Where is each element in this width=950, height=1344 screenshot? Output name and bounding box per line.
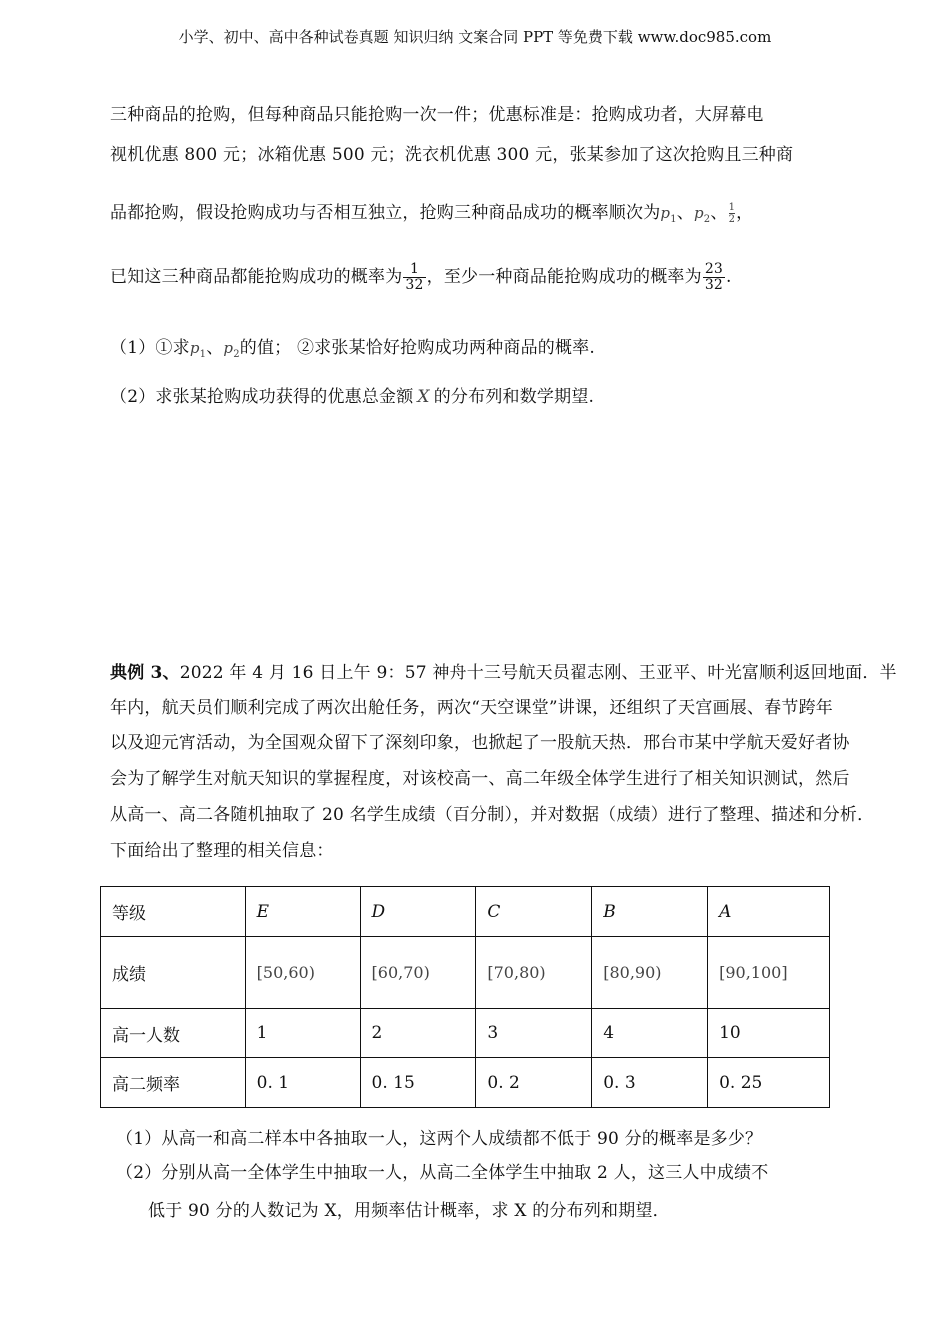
- table-cell: 0. 25: [708, 1058, 830, 1108]
- question-2: [110, 382, 594, 407]
- table-cell: [80,90): [592, 937, 708, 1009]
- separator-1: 、: [676, 203, 694, 223]
- table-cell: 0. 2: [476, 1058, 592, 1108]
- example3-line-4: 会为了解学生对航天知识的掌握程度，对该校高一、高二年级全体学生进行了相关知识测试，然后: [110, 769, 850, 789]
- table-row-grade2-frequency: [101, 1058, 830, 1108]
- question-1: [110, 333, 595, 360]
- line4-text-a: 已知这三种商品都能抢购成功的概率为: [110, 267, 403, 287]
- table-row-grade1-count: [101, 1009, 830, 1058]
- line3-text: 品都抢购，假设抢购成功与否相互独立，抢购三种商品成功的概率顺次为: [110, 203, 661, 223]
- q1-text-b: 的值； ②求张某恰好抢购成功两种商品的概率.: [239, 338, 595, 358]
- grade-table: [100, 886, 830, 1108]
- table-row-score: [101, 937, 830, 1009]
- q1-separator: 、: [206, 338, 224, 358]
- table-cell: 4: [592, 1009, 708, 1058]
- table-cell: 等级: [101, 887, 246, 937]
- example3-line-5: 从高一、高二各随机抽取了 20 名学生成绩（百分制），并对数据（成绩）进行了整理、描述和分析．: [110, 805, 875, 825]
- table-cell: B: [592, 887, 708, 937]
- page-header: 小学、初中、高中各种试卷真题 知识归纳 文案合同 PPT 等免费下载 www.doc985.com: [178, 28, 772, 46]
- table-cell: 成绩: [101, 937, 246, 1009]
- q1-text-a: （1）①求: [110, 338, 190, 358]
- problem-line-3: [110, 198, 753, 225]
- fraction-1-32: $\frac{1}{32}$: [405, 261, 424, 293]
- fraction-23-32: $\frac{23}{32}$: [704, 261, 724, 293]
- example3-question-2b: 低于 90 分的人数记为 X，用频率估计概率，求 X 的分布列和期望．: [148, 1201, 670, 1221]
- q1-p1-symbol: $p_1$: [189, 339, 207, 360]
- q1-p2-symbol: $p_2$: [223, 339, 240, 360]
- separator-2: 、: [710, 203, 728, 223]
- table-cell: E: [245, 887, 360, 937]
- table-cell: [60,70): [360, 937, 476, 1009]
- table-cell: 高二频率: [101, 1058, 246, 1108]
- p2-symbol: $p_2$: [693, 204, 711, 225]
- table-cell: 0. 1: [245, 1058, 360, 1108]
- example3-line-1-text: 2022 年 4 月 16 日上午 9：57 神舟十三号航天员翟志刚、王亚平、叶光富顺利返回地面．半: [179, 663, 897, 683]
- table-cell: 10: [708, 1009, 830, 1058]
- example3-line-2: 年内，航天员们顺利完成了两次出舱任务，两次“天空课堂”讲课，还组织了天宫画展、春节跨年: [110, 698, 833, 718]
- table-cell: 0. 3: [592, 1058, 708, 1108]
- problem-line-2: 视机优惠 800 元；冰箱优惠 500 元；洗衣机优惠 300 元，张某参加了这次抢购且三种商: [110, 145, 794, 165]
- line4-end: .: [726, 267, 732, 287]
- table-cell: [70,80): [476, 937, 592, 1009]
- table-cell: D: [360, 887, 476, 937]
- q2-text-b: 的分布列和数学期望.: [433, 387, 595, 407]
- example3-label: 典例 3、: [110, 663, 180, 683]
- table-cell: C: [476, 887, 592, 937]
- problem-line-1: 三种商品的抢购，但每种商品只能抢购一次一件；优惠标准是：抢购成功者，大屏幕电: [110, 105, 764, 125]
- table-cell: 2: [360, 1009, 476, 1058]
- fraction-one-half: $\frac{1}{2}$: [728, 202, 736, 225]
- table-cell: 0. 15: [360, 1058, 476, 1108]
- table-cell: 高一人数: [101, 1009, 246, 1058]
- example3-question-1: （1）从高一和高二样本中各抽取一人，这两个人成绩都不低于 90 分的概率是多少？: [116, 1129, 763, 1149]
- table-cell: A: [708, 887, 830, 937]
- problem-line-4: [110, 262, 732, 293]
- p1-symbol: $p_1$: [660, 204, 677, 225]
- table-cell: [90,100]: [708, 937, 830, 1009]
- line4-text-b: ，至少一种商品能抢购成功的概率为: [426, 267, 702, 287]
- table-cell: 3: [476, 1009, 592, 1058]
- example3-line-3: 以及迎元宵活动，为全国观众留下了深刻印象，也掀起了一股航天热．邢台市某中学航天爱好者协: [110, 733, 850, 753]
- table-cell: [50,60): [245, 937, 360, 1009]
- q2-variable: X: [417, 387, 430, 407]
- table-cell: 1: [245, 1009, 360, 1058]
- table-row-grade: [101, 887, 830, 937]
- example3-line-1: [110, 658, 897, 683]
- q2-text-a: （2）求张某抢购成功获得的优惠总金额: [110, 387, 414, 407]
- example3-question-2a: （2）分别从高一全体学生中抽取一人，从高二全体学生中抽取 2 人，这三人中成绩不: [116, 1163, 769, 1183]
- example3-line-6: 下面给出了整理的相关信息：: [110, 841, 334, 861]
- line3-end: ，: [736, 203, 754, 223]
